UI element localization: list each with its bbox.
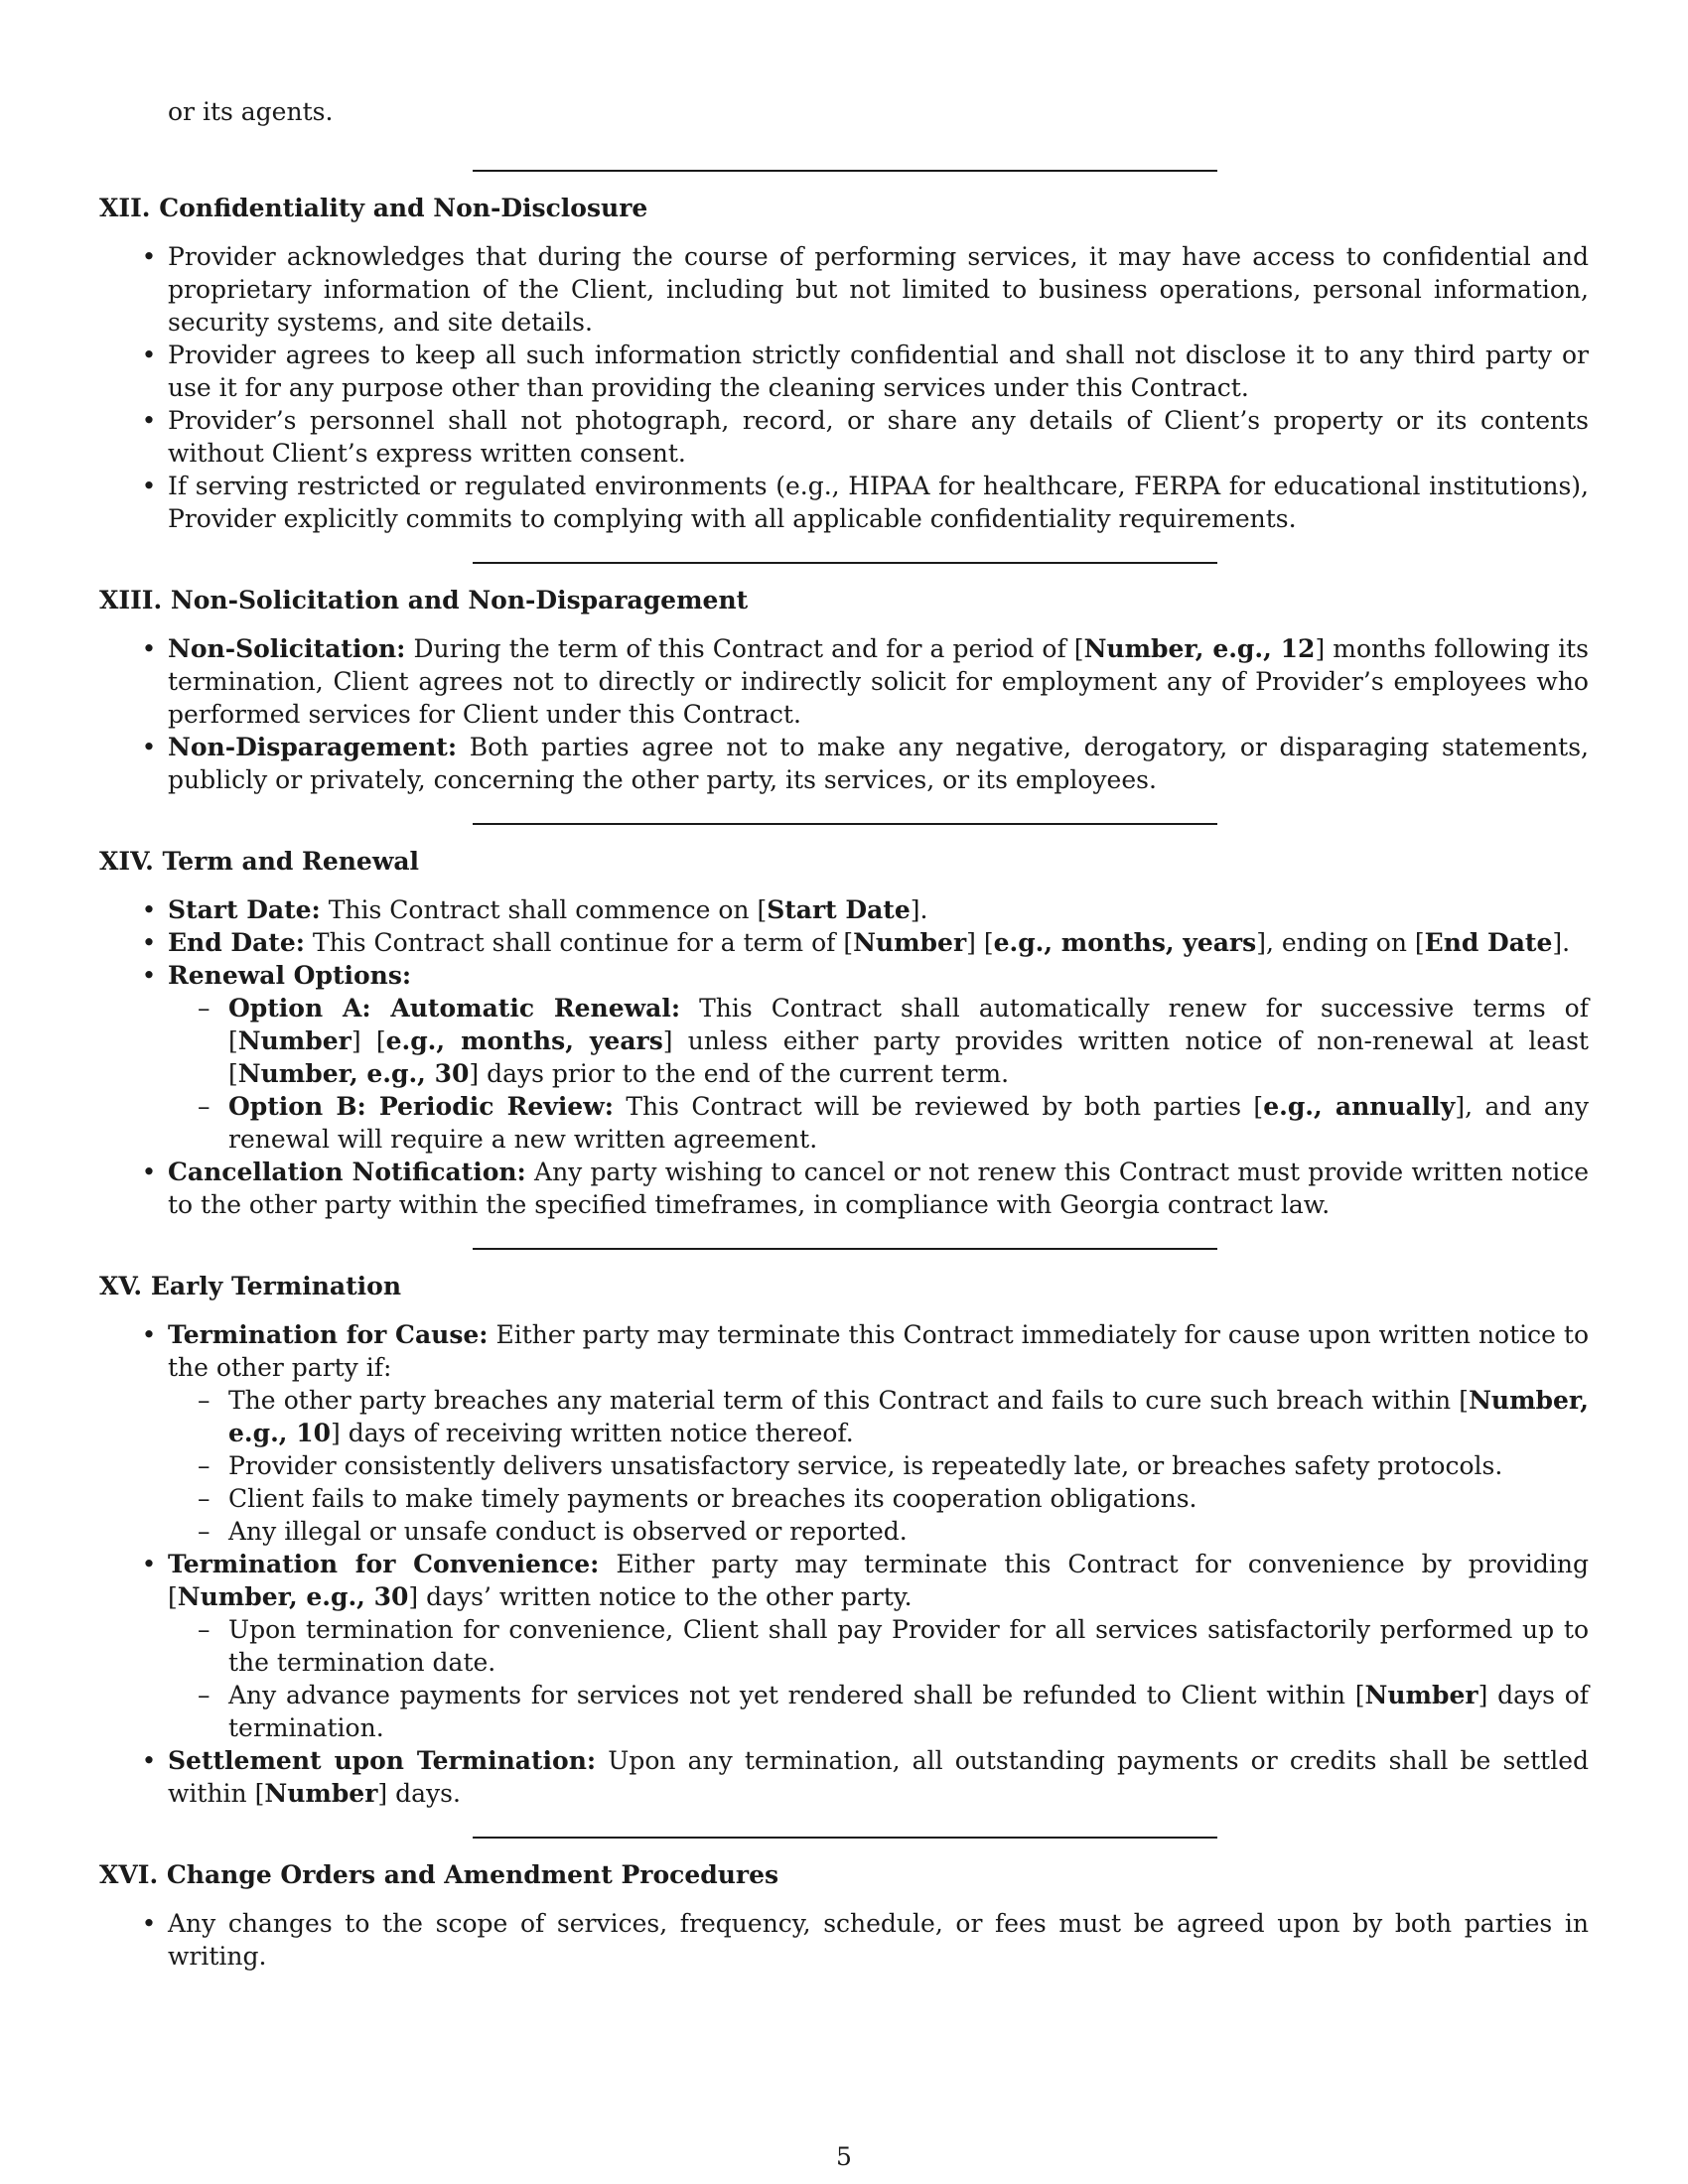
section-heading-xiii: XIII. Non-Solicitation and Non-Disparagement	[99, 586, 749, 614]
page-number: 5	[836, 2142, 852, 2171]
list-item: • Termination for Cause: Either party may terminate this Contract immediately for cause upon written notice to the other party if: – The other party breaches any material term of this Contract and fails to cure such breach within [Number, e.g., 10] days of receiving written notice thereof. – Provider consistently delivers unsatisfactory service, is repeatedly late, or breaches safety protocols. – Client fails to make timely payments or breaches its cooperation obligations. – Any illegal or unsafe conduct is observed or reported.	[99, 1318, 1589, 1548]
list-item: – Option A: Automatic Renewal: This Contract shall automatically renew for successive terms of [Number] [e.g., months, years] unless either party provides written notice of non-renewal at least [Number, e.g., 30] days prior to the end of the current term.	[198, 994, 1589, 1088]
section-xii-list	[99, 240, 1589, 535]
bullet-icon: •	[141, 634, 157, 663]
list-item: • Provider acknowledges that during the course of performing services, it may have access to confidential and proprietary information of the Client, including but not limited to business operations, personal information, security systems, and site details.	[99, 240, 1589, 339]
termination-convenience-list	[168, 1613, 1589, 1744]
bullet-icon: •	[141, 1746, 157, 1775]
section-xiii-list	[99, 632, 1589, 796]
list-item: – Option B: Periodic Review: This Contract will be reviewed by both parties [e.g., annually], and any renewal will require a new written agreement.	[198, 1092, 1589, 1154]
list-item: – Upon termination for convenience, Client shall pay Provider for all services satisfactorily performed up to the termination date.	[198, 1615, 1589, 1677]
list-item: – The other party breaches any material term of this Contract and fails to cure such breach within [Number, e.g., 10] days of receiving written notice thereof.	[198, 1386, 1589, 1447]
list-item: – Any illegal or unsafe conduct is observed or reported.	[198, 1517, 908, 1546]
section-divider	[473, 170, 1217, 172]
list-item: • Provider agrees to keep all such information strictly confidential and shall not disclose it to any third party or use it for any purpose other than providing the cleaning services under this Contract.	[99, 339, 1589, 404]
section-divider	[473, 1837, 1217, 1839]
list-item: • Non-Solicitation: During the term of this Contract and for a period of [Number, e.g., 12] months following its termination, Client agrees not to directly or indirectly solicit for employment any of Provider’s employees who performed services for Client under this Contract.	[99, 632, 1589, 731]
section-divider	[473, 823, 1217, 825]
bullet-icon: •	[141, 895, 157, 924]
bullet-icon: •	[141, 472, 157, 500]
list-item: • End Date: This Contract shall continue for a term of [Number] [e.g., months, years], ending on [End Date].	[99, 926, 1589, 959]
section-xv-list	[99, 1318, 1589, 1810]
section-heading-xii: XII. Confidentiality and Non-Disclosure	[99, 194, 648, 222]
list-item: • Cancellation Notification: Any party wishing to cancel or not renew this Contract must provide written notice to the other party within the specified timeframes, in compliance with Georgia contract law.	[99, 1156, 1589, 1221]
list-item: • Start Date: This Contract shall commence on [Start Date].	[99, 893, 1589, 926]
section-heading-xv: XV. Early Termination	[99, 1272, 402, 1300]
bullet-icon: •	[141, 961, 157, 990]
termination-cause-list	[168, 1384, 1589, 1548]
dash-icon: –	[198, 1517, 211, 1546]
bullet-icon: •	[141, 1550, 157, 1578]
continued-text: or its agents.	[168, 97, 334, 126]
bullet-icon: •	[141, 928, 157, 957]
section-divider	[473, 1248, 1217, 1250]
dash-icon: –	[198, 1092, 211, 1121]
dash-icon: –	[198, 1615, 211, 1644]
list-item: • Provider’s personnel shall not photograph, record, or share any details of Client’s property or its contents without Client’s express written consent.	[99, 404, 1589, 470]
bullet-icon: •	[141, 733, 157, 761]
section-heading-xiv: XIV. Term and Renewal	[99, 847, 420, 876]
dash-icon: –	[198, 1681, 211, 1709]
section-xvi-list	[99, 1907, 1589, 1973]
list-item: • Termination for Convenience: Either party may terminate this Contract for convenience by providing [Number, e.g., 30] days’ written notice to the other party. – Upon termination for convenience, Client shall pay Provider for all services satisfactorily performed up to the termination date. – Any advance payments for services not yet rendered shall be refunded to Client within [Number] days of termination.	[99, 1548, 1589, 1744]
document-page	[99, 95, 1589, 1973]
list-item: • Non-Disparagement: Both parties agree not to make any negative, derogatory, or disparaging statements, publicly or privately, concerning the other party, its services, or its employees.	[99, 731, 1589, 796]
section-xiv-list	[99, 893, 1589, 1221]
list-item: • Renewal Options: – Option A: Automatic Renewal: This Contract shall automatically renew for successive terms of [Number] [e.g., months, years] unless either party provides written notice of non-renewal at least [Number, e.g., 30] days prior to the end of the current term. – Option B: Periodic Review: This Contract will be reviewed by both parties [e.g., annually], and any renewal will require a new written agreement.	[99, 959, 1589, 1156]
dash-icon: –	[198, 994, 211, 1023]
section-heading-xvi: XVI. Change Orders and Amendment Procedures	[99, 1860, 779, 1889]
list-item: – Provider consistently delivers unsatisfactory service, is repeatedly late, or breaches safety protocols.	[198, 1451, 1503, 1480]
dash-icon: –	[198, 1451, 211, 1480]
list-item: – Any advance payments for services not yet rendered shall be refunded to Client within [Number] days of termination.	[198, 1681, 1589, 1742]
list-item: – Client fails to make timely payments or breaches its cooperation obligations.	[198, 1484, 1197, 1513]
bullet-icon: •	[141, 1158, 157, 1186]
list-item: • If serving restricted or regulated environments (e.g., HIPAA for healthcare, FERPA for educational institutions), Provider explicitly commits to complying with all applicable confidentiality requirements.	[99, 470, 1589, 535]
renewal-options-list	[168, 992, 1589, 1156]
bullet-icon: •	[141, 406, 157, 435]
list-item: • Any changes to the scope of services, frequency, schedule, or fees must be agreed upon by both parties in writing.	[99, 1907, 1589, 1973]
bullet-icon: •	[141, 1909, 157, 1938]
dash-icon: –	[198, 1386, 211, 1415]
bullet-icon: •	[141, 242, 157, 271]
dash-icon: –	[198, 1484, 211, 1513]
list-item: • Settlement upon Termination: Upon any termination, all outstanding payments or credits shall be settled within [Number] days.	[99, 1744, 1589, 1810]
section-divider	[473, 562, 1217, 564]
bullet-icon: •	[141, 1320, 157, 1349]
bullet-icon: •	[141, 341, 157, 369]
